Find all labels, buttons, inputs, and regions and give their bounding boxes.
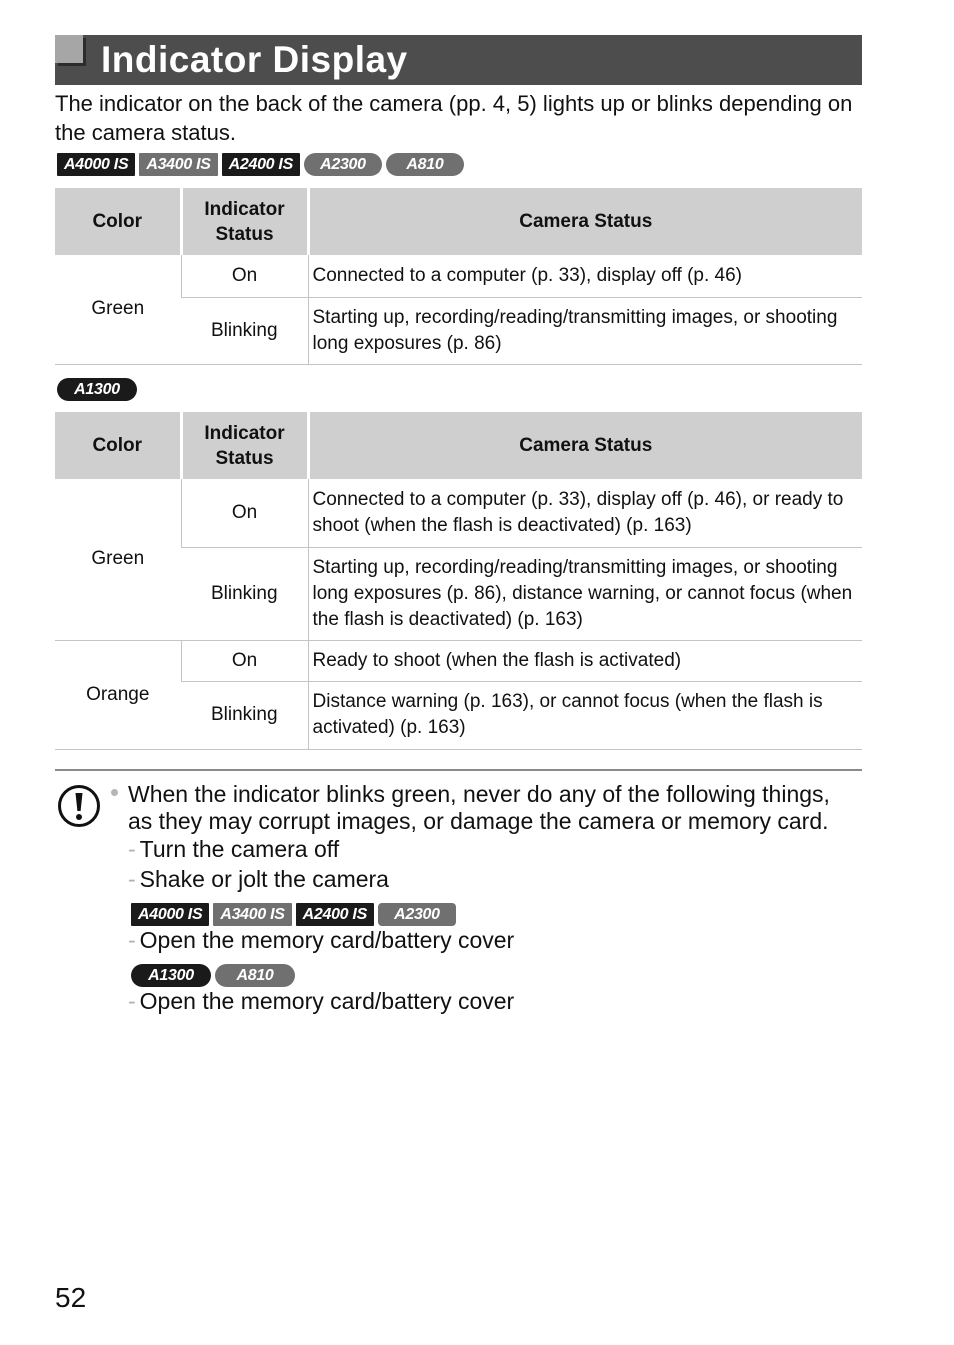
- intro-paragraph: The indicator on the back of the camera (pp. 4, 5) lights up or blinks depending on the camera status.: [55, 91, 853, 145]
- model-badge: A2300: [378, 903, 456, 926]
- list-item: - Turn the camera off: [128, 836, 340, 862]
- color-cell: Orange: [55, 640, 181, 749]
- model-badge: A2400 IS: [296, 903, 374, 926]
- table-row: [55, 255, 862, 297]
- model-badge: A4000 IS: [57, 153, 135, 176]
- caution-icon: [57, 784, 101, 833]
- page-title: Indicator Display: [101, 39, 408, 80]
- title-marker: [55, 35, 83, 63]
- indicator-status-cell: Blinking: [181, 681, 308, 749]
- indicator-table-2: [55, 412, 862, 750]
- caution-text: When the indicator blinks green, never do any of the following things, as they may corrupt images, or damage the camera or memory card.: [128, 781, 830, 834]
- indicator-status-cell: On: [181, 479, 308, 547]
- list-item-text: Turn the camera off: [139, 836, 340, 862]
- table-header-row: [55, 188, 862, 255]
- list-item-text: Shake or jolt the camera: [139, 866, 389, 892]
- camera-status-cell: Connected to a computer (p. 33), display off (p. 46): [308, 255, 862, 297]
- camera-status-cell: Starting up, recording/reading/transmitting images, or shooting long exposures (p. 86), distance warning, or cannot focus (when the flash is deactivated) (p. 163): [308, 547, 862, 640]
- camera-status-cell: Distance warning (p. 163), or cannot focus (when the flash is activated) (p. 163): [308, 681, 862, 749]
- list-item: - Open the memory card/battery cover: [128, 988, 515, 1014]
- color-cell: Green: [55, 255, 181, 364]
- model-badge: A2400 IS: [222, 153, 300, 176]
- column-header-camera-status: Camera Status: [308, 412, 862, 479]
- indicator-status-cell: Blinking: [181, 297, 308, 364]
- indicator-table-1: [55, 188, 862, 365]
- model-badge: A3400 IS: [213, 903, 291, 926]
- table-header-row: [55, 412, 862, 479]
- list-item: - Open the memory card/battery cover: [128, 927, 515, 953]
- column-header-indicator-status: Indicator Status: [181, 412, 308, 479]
- column-header-indicator-status: Indicator Status: [181, 188, 308, 255]
- model-badge: A3400 IS: [139, 153, 217, 176]
- list-item-text: Open the memory card/battery cover: [139, 927, 515, 953]
- list-item: - Shake or jolt the camera: [128, 866, 389, 892]
- model-badge: A4000 IS: [131, 903, 209, 926]
- title-bar: [55, 35, 862, 85]
- model-badge: A1300: [131, 964, 211, 987]
- column-header-color: Color: [55, 188, 181, 255]
- camera-status-cell: Starting up, recording/reading/transmitting images, or shooting long exposures (p. 86): [308, 297, 862, 364]
- model-badge: A2300: [304, 153, 382, 176]
- table-row: [55, 640, 862, 681]
- camera-status-cell: Ready to shoot (when the flash is activated): [308, 640, 862, 681]
- indicator-status-cell: On: [181, 255, 308, 297]
- section-divider: [55, 769, 862, 771]
- bullet-dot: [111, 789, 118, 796]
- camera-status-cell: Connected to a computer (p. 33), display off (p. 46), or ready to shoot (when the flash is deactivated) (p. 163): [308, 479, 862, 547]
- model-badge: A810: [386, 153, 464, 176]
- indicator-status-cell: Blinking: [181, 547, 308, 640]
- color-cell: Green: [55, 479, 181, 640]
- model-badge: A810: [215, 964, 295, 987]
- model-badges-group3: [131, 964, 295, 987]
- model-badges-group2: [131, 903, 456, 926]
- model-badge: A1300: [57, 378, 137, 401]
- indicator-status-cell: On: [181, 640, 308, 681]
- column-header-camera-status: Camera Status: [308, 188, 862, 255]
- column-header-color: Color: [55, 412, 181, 479]
- table-row: [55, 479, 862, 547]
- list-item-text: Open the memory card/battery cover: [139, 988, 515, 1014]
- model-badges-a1300: [57, 378, 137, 401]
- model-badges-group1: [57, 153, 464, 176]
- page-number: 52: [55, 1282, 87, 1313]
